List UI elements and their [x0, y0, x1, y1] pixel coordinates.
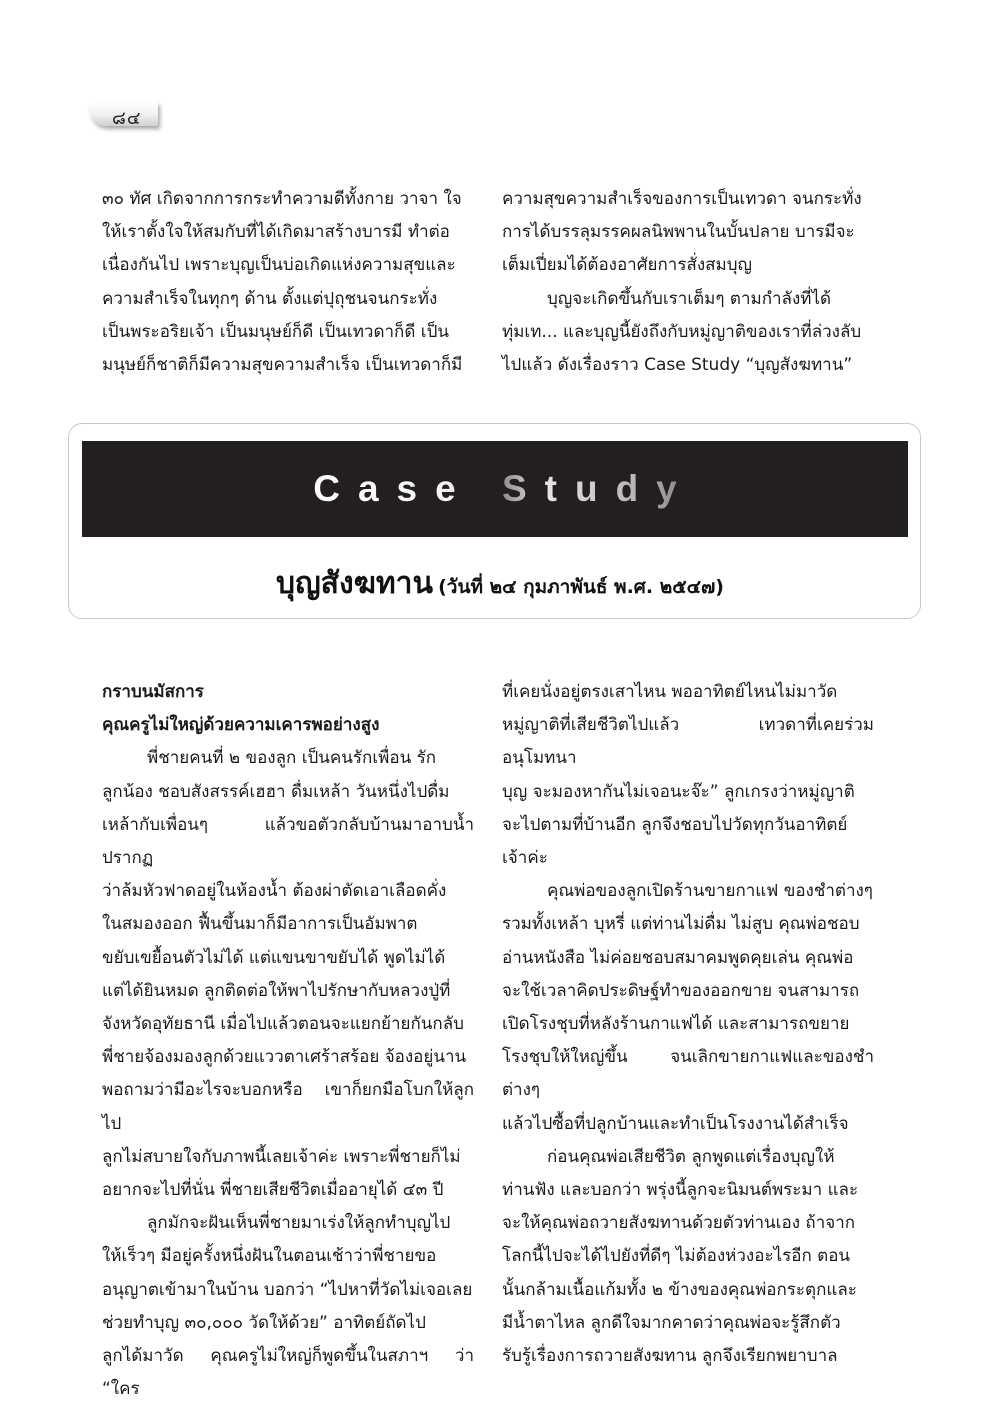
letter-column-left: [102, 676, 474, 1406]
paragraph-line: โรงชุบให้ใหญ่ขึ้น จนเลิกขายกาแฟและของชำต่างๆ: [502, 1047, 874, 1101]
paragraph-line: ลูกน้อง ชอบสังสรรค์เฮฮา ดื่มเหล้า วันหนึ่งไปดื่ม: [102, 781, 450, 802]
letter-heading-line: คุณครูไม่ใหญ่ด้วยความเคารพอย่างสูง: [102, 715, 380, 736]
paragraph-line: เต็มเปี่ยมได้ต้องอาศัยการสั่งสมบุญ: [502, 255, 752, 276]
paragraph-line: จังหวัดอุทัยธานี เมื่อไปแล้วตอนจะแยกย้ายกันกลับ: [102, 1014, 464, 1035]
case-study-banner-text: Case Study: [295, 468, 695, 509]
paragraph-line: พอถามว่ามีอะไรจะบอกหรือ เขาก็ยกมือโบกให้ลูกไป: [102, 1080, 474, 1134]
paragraph-line: อนุญาตเข้ามาในบ้าน บอกว่า “ไปหาที่วัดไม่เจอเลย: [102, 1279, 473, 1300]
paragraph-line: ลูกไม่สบายใจกับภาพนี้เลยเจ้าค่ะ เพราะพี่ชายก็ไม่: [102, 1146, 461, 1167]
intro-column-left: [102, 183, 472, 382]
paragraph-line: ความสำเร็จในทุกๆ ด้าน ตั้งแต่ปุถุชนจนกระทั่ง: [102, 288, 438, 309]
paragraph-line: จะใช้เวลาคิดประดิษฐ์ทำของออกขาย จนสามารถ: [502, 980, 860, 1001]
paragraph-line: รวมทั้งเหล้า บุหรี่ แต่ท่านไม่ดื่ม ไม่สูบ คุณพ่อชอบ: [502, 914, 860, 935]
paragraph-line: อ่านหนังสือ ไม่ค่อยชอบสมาคมพูดคุยเล่น คุณพ่อ: [502, 947, 854, 968]
paragraph-line: การได้บรรลุมรรคผลนิพพานในบั้นปลาย บารมีจะ: [502, 222, 855, 243]
intro-column-right: [502, 183, 872, 382]
paragraph-line: ลูกมักจะฝันเห็นพี่ชายมาเร่งให้ลูกทำบุญไป: [147, 1213, 451, 1234]
paragraph-line: ลูกได้มาวัด คุณครูไม่ใหญ่ก็พูดขึ้นในสภาฯ ว่า “ใคร: [102, 1346, 474, 1400]
paragraph-line: ว่าล้มหัวฟาดอยู่ในห้องน้ำ ต้องผ่าตัดเอาเลือดคั่ง: [102, 881, 447, 902]
paragraph-line: เนื่องกันไป เพราะบุญเป็นบ่อเกิดแห่งความสุขและ: [102, 255, 456, 276]
paragraph-line: เจ้าค่ะ: [502, 848, 548, 869]
paragraph-line: บุญจะเกิดขึ้นกับเราเต็มๆ ตามกำลังที่ได้: [547, 288, 832, 309]
paragraph-line: พี่ชายจ้องมองลูกด้วยแววตาเศร้าสร้อย จ้องอยู่นาน: [102, 1047, 467, 1068]
case-study-title-main: บุญสังฆทาน: [276, 566, 434, 601]
letter-heading-line: กราบนมัสการ: [102, 682, 204, 702]
paragraph-line: ขยับเขยื้อนตัวไม่ได้ แต่แขนขาขยับได้ พูดไม่ได้: [102, 947, 446, 968]
paragraph-line: ในสมองออก ฟื้นขึ้นมาก็มีอาการเป็นอัมพาต: [102, 914, 418, 935]
page-number: ๘๔: [112, 108, 142, 129]
paragraph-line: ๓๐ ทัศ เกิดจากการกระทำความดีทั้งกาย วาจา ใจ: [102, 189, 462, 209]
paragraph-line: ไปแล้ว ดังเรื่องราว Case Study “บุญสังฆทาน”: [502, 355, 853, 376]
paragraph-line: อยากจะไปที่นั่น พี่ชายเสียชีวิตเมื่ออายุได้ ๔๓ ปี: [102, 1180, 444, 1201]
paragraph-line: ช่วยทำบุญ ๓๐,๐๐๐ วัดให้ด้วย” อาทิตย์ถัดไป: [102, 1312, 426, 1333]
paragraph-line: เปิดโรงชุบที่หลังร้านกาแฟได้ และสามารถขยาย: [502, 1014, 850, 1035]
paragraph-line: แล้วไปซื้อที่ปลูกบ้านและทำเป็นโรงงานได้สำเร็จ: [502, 1113, 849, 1134]
paragraph-line: จะให้คุณพ่อถวายสังฆทานด้วยตัวท่านเอง ถ้าจาก: [502, 1213, 856, 1234]
paragraph-line: ความสุขความสำเร็จของการเป็นเทวดา จนกระทั่ง: [502, 189, 862, 209]
paragraph-line: พี่ชายคนที่ ๒ ของลูก เป็นคนรักเพื่อน รัก: [147, 748, 437, 769]
paragraph-line: หมู่ญาติที่เสียชีวิตไปแล้ว เทวดาที่เคยร่วมอนุโมทนา: [502, 715, 874, 769]
paragraph-line: มีน้ำตาไหล ลูกดีใจมากคาดว่าคุณพ่อจะรู้สึกตัว: [502, 1312, 841, 1333]
paragraph-line: จะไปตามที่บ้านอีก ลูกจึงชอบไปวัดทุกวันอาทิตย์: [502, 814, 848, 835]
paragraph-line: นั้นกล้ามเนื้อแก้มทั้ง ๒ ข้างของคุณพ่อกระตุกและ: [502, 1279, 857, 1300]
paragraph-line: โลกนี้ไปจะได้ไปยังที่ดีๆ ไม่ต้องห่วงอะไรอีก ตอน: [502, 1246, 851, 1267]
paragraph-line: มนุษย์ก็ชาติก็มีความสุขความสำเร็จ เป็นเทวดาก็มี: [102, 355, 463, 376]
paragraph-line: ท่านฟัง และบอกว่า พรุ่งนี้ลูกจะนิมนต์พระมา และ: [502, 1180, 859, 1201]
paragraph-line: เหล้ากับเพื่อนๆ แล้วขอตัวกลับบ้านมาอาบน้ำ ปรากฏ: [102, 814, 474, 869]
letter-column-right: [502, 676, 874, 1373]
paragraph-line: ทุ่มเท... และบุญนี้ยังถึงกับหมู่ญาติของเราที่ล่วงลับ: [502, 321, 862, 342]
case-study-banner: [82, 441, 908, 537]
paragraph-line: แต่ได้ยินหมด ลูกติดต่อให้พาไปรักษากับหลวงปู่ที่: [102, 980, 451, 1001]
paragraph-line: ก่อนคุณพ่อเสียชีวิต ลูกพูดแต่เรื่องบุญให้: [547, 1146, 835, 1167]
paragraph-line: เป็นพระอริยเจ้า เป็นมนุษย์ก็ดี เป็นเทวดาก็ดี เป็น: [102, 321, 449, 342]
paragraph-line: ให้เราตั้งใจให้สมกับที่ได้เกิดมาสร้างบารมี ทำต่อ: [102, 222, 450, 243]
paragraph-line: ที่เคยนั่งอยู่ตรงเสาไหน พออาทิตย์ไหนไม่มาวัด: [502, 682, 838, 702]
paragraph-line: รับรู้เรื่องการถวายสังฆทาน ลูกจึงเรียกพยาบาล: [502, 1346, 838, 1367]
case-study-date: (วันที่ ๒๔ กุมภาพันธ์ พ.ศ. ๒๕๔๗): [438, 576, 724, 598]
paragraph-line: คุณพ่อของลูกเปิดร้านขายกาแฟ ของชำต่างๆ: [547, 881, 873, 902]
paragraph-line: บุญ จะมองหากันไม่เจอนะจ๊ะ” ลูกเกรงว่าหมู่ญาติ: [502, 781, 855, 802]
paragraph-line: ให้เร็วๆ มีอยู่ครั้งหนึ่งฝันในตอนเช้าว่าพี่ชายขอ: [102, 1246, 437, 1267]
case-study-title: [0, 560, 1000, 607]
